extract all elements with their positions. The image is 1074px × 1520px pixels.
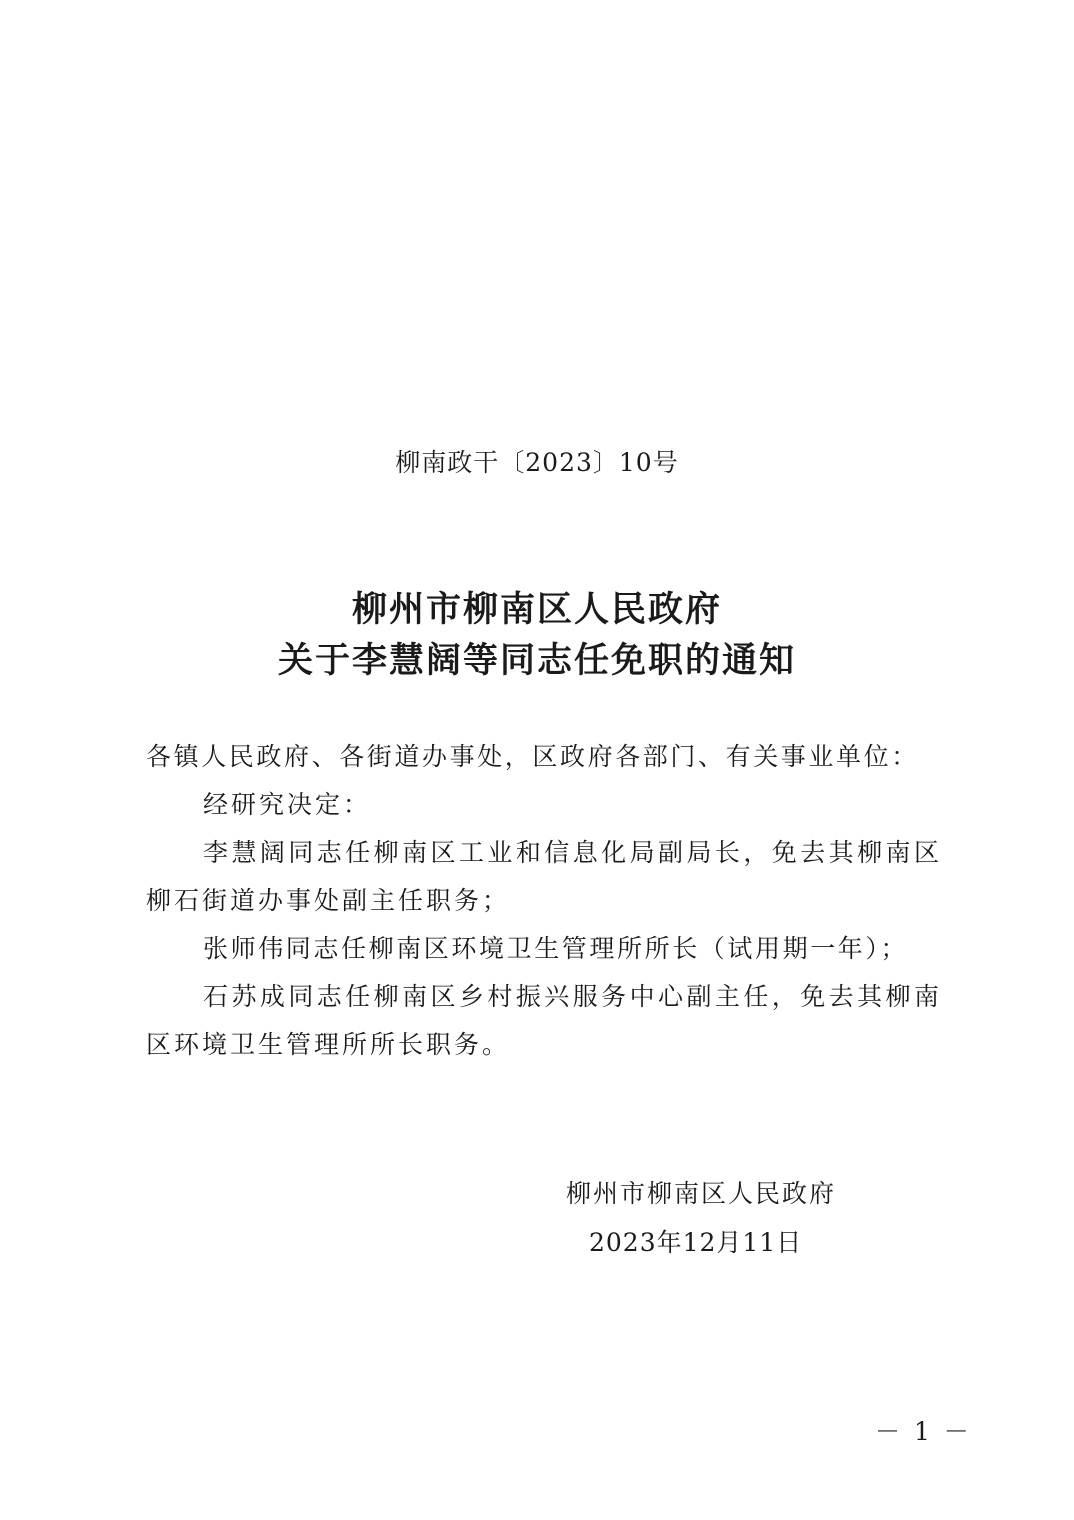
issuing-authority: 柳州市柳南区人民政府 — [566, 1179, 837, 1208]
body-paragraph-decision: 经研究决定： — [203, 790, 372, 819]
document-title-line-2: 关于李慧阔等同志任免职的通知 — [277, 641, 796, 681]
page-number: － 1 － — [875, 1417, 972, 1446]
body-paragraph-appointment-1: 李慧阔同志任柳南区工业和信息化局副局长，免去其柳南区柳石街道办事处副主任职务； — [146, 838, 942, 915]
body-paragraph-appointment-3: 石苏成同志任柳南区乡村振兴服务中心副主任，免去其柳南区环境卫生管理所所长职务。 — [146, 982, 942, 1059]
salutation: 各镇人民政府、各街道办事处，区政府各部门、有关事业单位： — [146, 742, 919, 771]
document-number: 柳南政干〔2023〕10号 — [395, 448, 679, 477]
body-paragraph-appointment-2: 张师伟同志任柳南区环境卫生管理所所长（试用期一年）； — [203, 934, 909, 963]
issue-date: 2023年12月11日 — [589, 1228, 803, 1257]
document-title-line-1: 柳州市柳南区人民政府 — [351, 590, 722, 630]
